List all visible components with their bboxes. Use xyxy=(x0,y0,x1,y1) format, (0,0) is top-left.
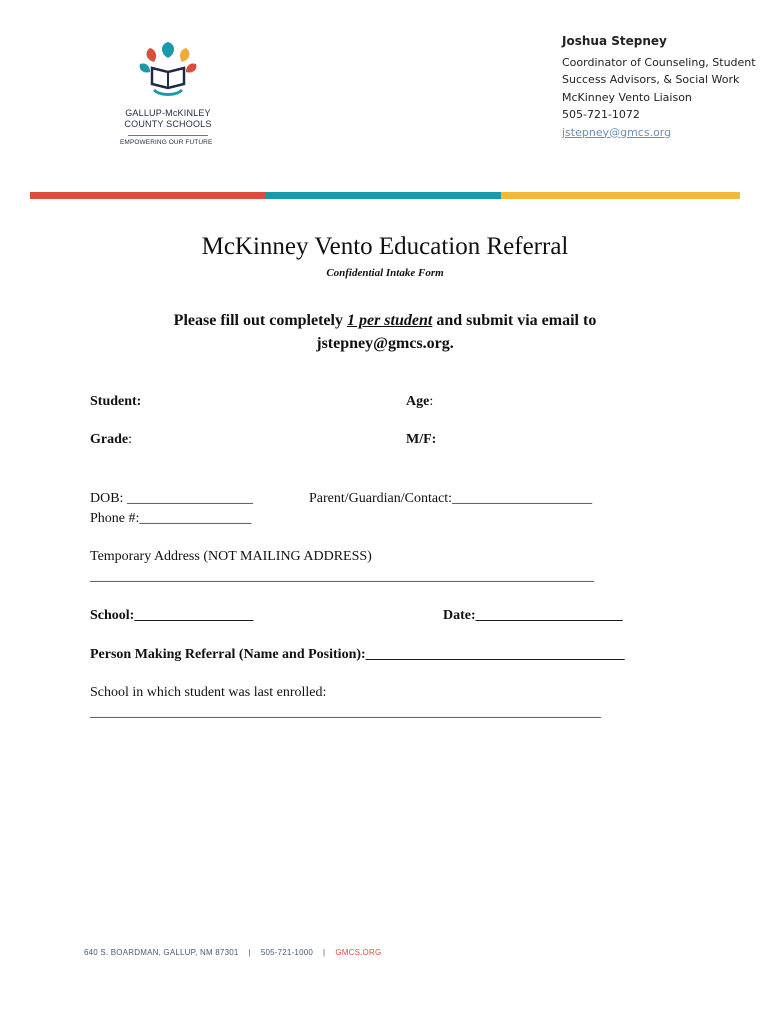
grade-colon: : xyxy=(128,432,132,447)
instructions xyxy=(0,309,770,355)
band-segment-red xyxy=(30,192,266,199)
contact-name: Joshua Stepney xyxy=(562,34,667,48)
dob-field[interactable]: DOB: __________________ xyxy=(90,491,253,506)
last-school-label: School in which student was last enrolled: xyxy=(90,685,327,700)
contact-block xyxy=(562,33,762,141)
logo-name-line1: GALLUP-McKINLEY xyxy=(125,108,211,118)
age-label: Age xyxy=(406,394,430,409)
band-segment-teal xyxy=(266,192,501,199)
date-field[interactable]: Date:_____________________ xyxy=(443,608,623,623)
logo-tagline: EMPOWERING OUR FUTURE xyxy=(120,139,213,146)
age-field[interactable] xyxy=(406,394,433,410)
instruction-email: jstepney@gmcs.org. xyxy=(316,335,454,352)
header-color-band xyxy=(30,192,740,199)
grade-label: Grade xyxy=(90,432,129,447)
form-title: McKinney Vento Education Referral xyxy=(201,233,569,260)
grade-field[interactable] xyxy=(90,432,132,448)
district-logo xyxy=(118,38,218,153)
band-segment-orange xyxy=(501,192,740,199)
footer-site-link[interactable]: GMCS.ORG xyxy=(335,948,382,957)
contact-role-line1: Coordinator of Counseling, Student xyxy=(562,55,756,69)
student-field[interactable]: Student: xyxy=(90,394,142,409)
referrer-field[interactable]: Person Making Referral (Name and Position):_____________________________________ xyxy=(90,647,625,662)
contact-email-link[interactable]: jstepney@gmcs.org xyxy=(562,125,672,139)
parent-guardian-field[interactable]: Parent/Guardian/Contact:____________________ xyxy=(309,491,593,506)
instruction-emphasis: 1 per student xyxy=(346,312,433,329)
gender-field[interactable]: M/F: xyxy=(406,432,437,447)
book-tree-logo-icon xyxy=(130,38,206,100)
footer-phone: 505-721-1000 xyxy=(260,948,314,957)
age-colon: : xyxy=(429,394,434,409)
footer-address: 640 S. BOARDMAN, GALLUP, NM 87301 xyxy=(84,948,239,957)
contact-phone: 505-721-1072 xyxy=(562,108,640,121)
instruction-pre: Please fill out completely xyxy=(173,312,347,329)
last-school-line[interactable]: _________________________________________________________________________ xyxy=(90,705,601,720)
temp-address-label: Temporary Address (NOT MAILING ADDRESS) xyxy=(90,549,372,564)
footer xyxy=(84,948,381,957)
contact-role-line2: Success Advisors, & Social Work xyxy=(562,73,740,86)
temp-address-line[interactable]: ________________________________________________________________________ xyxy=(90,569,594,584)
form-subtitle: Confidential Intake Form xyxy=(326,267,444,279)
phone-field[interactable]: Phone #:________________ xyxy=(90,511,252,526)
footer-sep-2: | xyxy=(323,948,326,957)
school-field[interactable]: School:_________________ xyxy=(90,608,254,623)
contact-role-line3: McKinney Vento Liaison xyxy=(562,90,692,104)
instruction-post: and submit via email to xyxy=(432,312,597,329)
logo-name-line2: COUNTY SCHOOLS xyxy=(124,119,212,129)
footer-sep-1: | xyxy=(248,948,251,957)
logo-divider xyxy=(128,135,208,136)
